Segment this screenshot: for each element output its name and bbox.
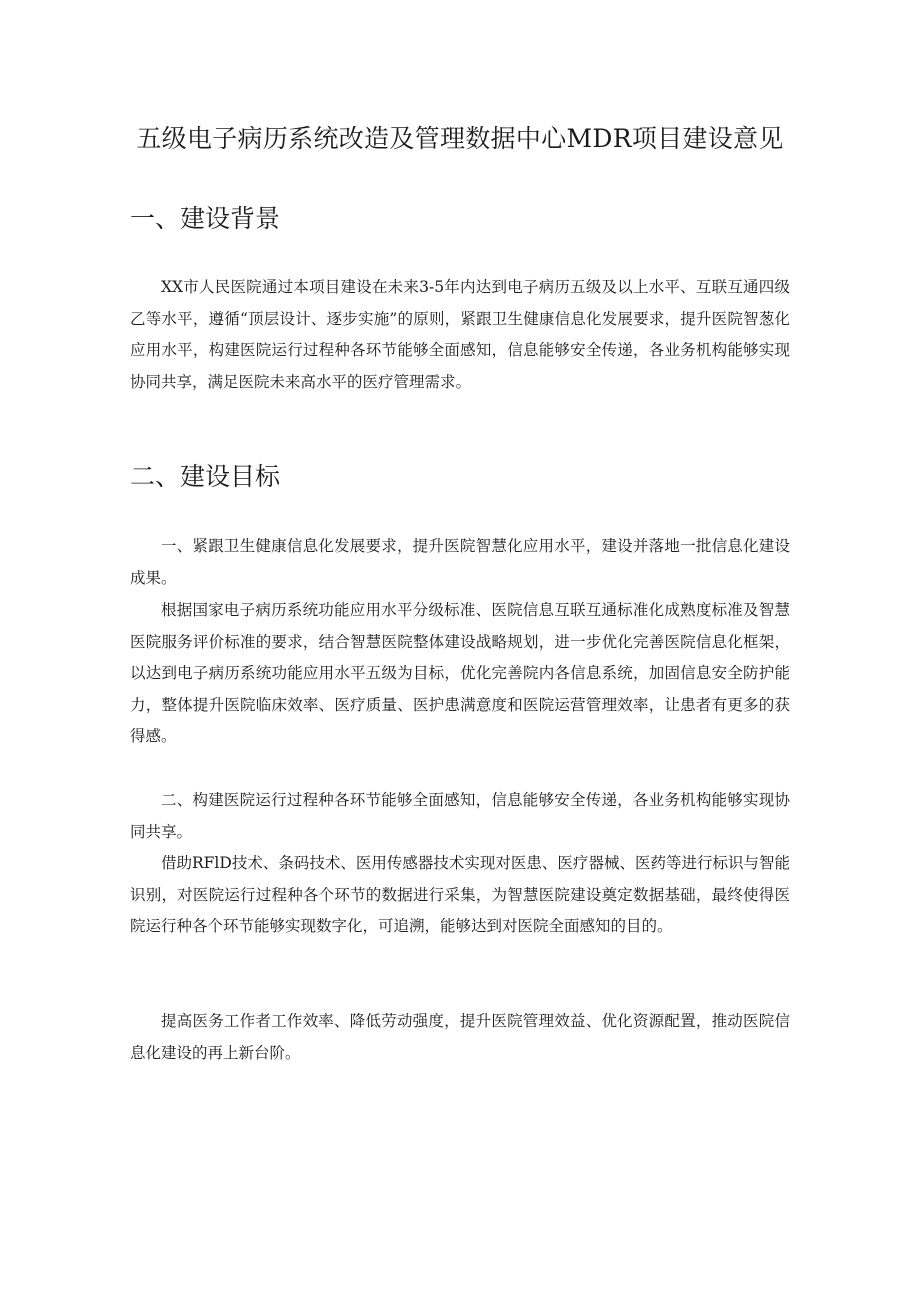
paragraph-goal-summary: 提高医务工作者工作效率、降低劳动强度，提升医院管理效益、优化资源配置，推动医院信息化建设的再上新台阶。 xyxy=(130,1012,790,1062)
document-title: 五级电子病历系统改造及管理数据中心MDR项目建设意见 xyxy=(136,124,784,153)
paragraph-goal-one-detail: 根据国家电子病历系统功能应用水平分级标准、医院信息互联互通标准化成熟度标准及智慧医院服务评价标准的要求，结合智慧医院整体建设战略规划，进一步优化完善医院信息化框架，以达到电子病历系统功能应用水平五级为目标，优化完善院内各信息系统，加固信息安全防护能力，整体提升医院临床效率、医疗质量、医护患满意度和医院运营管理效率，让患者有更多的获得感。 xyxy=(130,601,790,746)
paragraph-goal-two: 二、构建医院运行过程种各环节能够全面感知，信息能够安全传递，各业务机构能够实现协同共享。 xyxy=(130,791,790,841)
paragraph-goal-one: 一、紧跟卫生健康信息化发展要求，提升医院智慧化应用水平，建设并落地一批信息化建设成果。 xyxy=(130,537,790,587)
paragraph-background: XX市人民医院通过本项目建设在未来3-5年内达到电子病历五级及以上水平、互联互通四级乙等水平，遵循“顶层设计、逐步实施”的原则，紧跟卫生健康信息化发展要求，提升医院智葱化应用水平，构建医院运行过程种各环节能够全面感知，信息能够安全传递，各业务机构能够实现协同共享，满足医院未来高水平的医疗管理需求。 xyxy=(130,278,790,391)
section-heading-background: 一、建设背景 xyxy=(130,204,281,233)
section-heading-goals: 二、建设目标 xyxy=(130,462,281,491)
paragraph-goal-two-detail: 借助RFlD技术、条码技术、医用传感器技术实现对医患、医疗器械、医药等进行标识与智能识别，对医院运行过程种各个环节的数据进行采集，为智慧医院建设奠定数据基础，最终使得医院运行种各个环节能够实现数字化，可追溯，能够达到对医院全面感知的目的。 xyxy=(130,854,790,936)
